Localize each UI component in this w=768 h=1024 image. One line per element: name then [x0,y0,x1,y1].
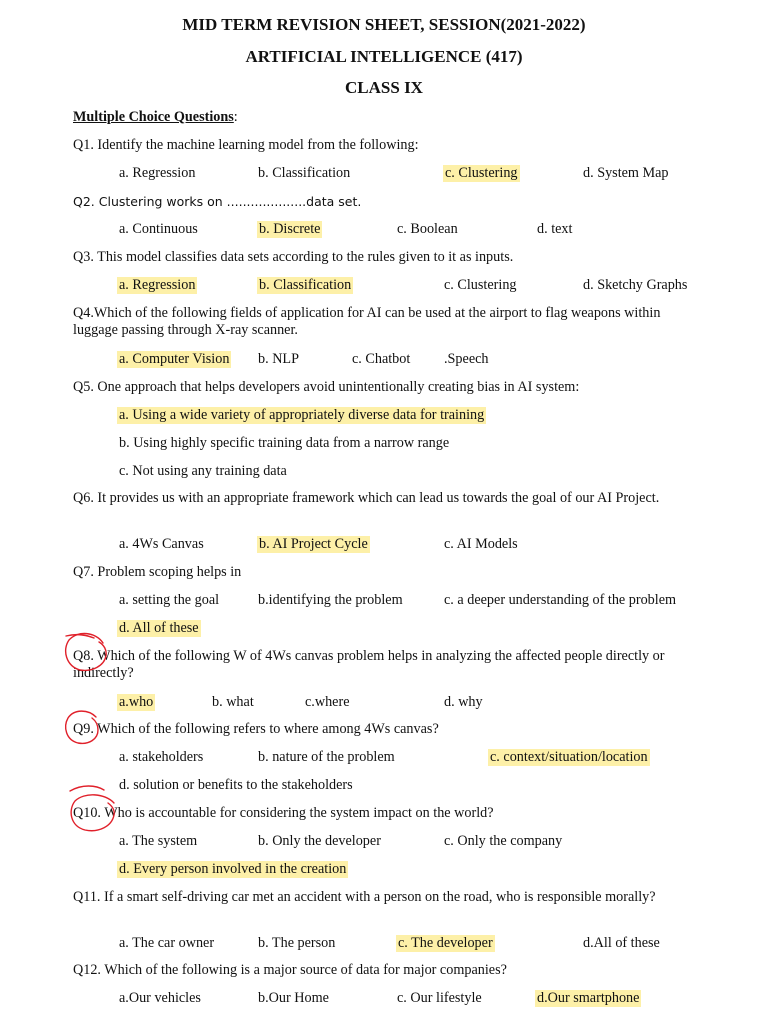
q10-option-d: d. Every person involved in the creation [119,861,347,877]
mcq-heading-text: Multiple Choice Questions [73,109,234,125]
section-heading [73,109,238,126]
q9-option-b: b. nature of the problem [258,749,395,765]
q6-option-b: b. AI Project Cycle [259,536,368,552]
q7-option-d: d. All of these [119,620,199,636]
q2-option-b: b. Discrete [259,221,321,237]
question-9: Q9. Which of the following refers to where among 4Ws canvas? [73,721,439,737]
q3-option-a: a. Regression [119,277,196,293]
q10-option-a: a. The system [119,833,198,849]
q10-option-c: c. Only the company [444,833,563,849]
class-title: CLASS IX [345,78,423,97]
q9-option-d: d. solution or benefits to the stakeholders [119,777,353,793]
question-3: Q3. This model classifies data sets according to the rules given to it as inputs. [73,249,514,265]
q1-option-b: b. Classification [258,165,351,181]
q4-option-b: b. NLP [258,351,299,367]
q5-option-a: a. Using a wide variety of appropriately diverse data for training [119,407,485,423]
q12-option-b: b.Our Home [258,990,329,1006]
q8-option-b: b. what [212,694,254,710]
q6-option-a: a. 4Ws Canvas [119,536,204,552]
q6-option-c: c. AI Models [444,536,518,552]
question-4: Q4.Which of the following fields of application for AI can be used at the airport to flag weapons within luggage passing through X-ray scanner. [73,305,661,338]
question-5: Q5. One approach that helps developers avoid unintentionally creating bias in AI system: [73,379,580,395]
q4-option-a: a. Computer Vision [119,351,230,367]
question-7: Q7. Problem scoping helps in [73,564,242,580]
q1-option-d: d. System Map [583,165,669,181]
q12-option-c: c. Our lifestyle [397,990,482,1006]
q2-option-d: d. text [537,221,573,237]
q3-option-d: d. Sketchy Graphs [583,277,688,293]
q2-option-a: a. Continuous [119,221,198,237]
q7-option-a: a. setting the goal [119,592,220,608]
q10-option-b: b. Only the developer [258,833,381,849]
q12-option-a: a.Our vehicles [119,990,201,1006]
q11-option-d: d.All of these [583,935,660,951]
q8-option-d: d. why [444,694,483,710]
q8-option-a: a.who [119,694,154,710]
question-10: Q10. Who is accountable for considering the system impact on the world? [73,805,494,821]
subject-title: ARTIFICIAL INTELLIGENCE (417) [245,47,523,66]
question-8: Q8. Which of the following W of 4Ws canvas problem helps in analyzing the affected people directly or indirectly? [73,648,665,681]
q3-option-b: b. Classification [259,277,352,293]
q3-option-c: c. Clustering [444,277,517,293]
question-11: Q11. If a smart self-driving car met an accident with a person on the road, who is responsible morally? [73,889,656,905]
question-6: Q6. It provides us with an appropriate framework which can lead us towards the goal of our AI Project. [73,490,660,506]
q4-option-c: c. Chatbot [352,351,411,367]
q12-option-d: d.Our smartphone [537,990,640,1006]
q11-option-a: a. The car owner [119,935,215,951]
mcq-heading-colon: : [233,109,238,125]
question-1: Q1. Identify the machine learning model from the following: [73,137,419,153]
q9-option-c: c. context/situation/location [490,749,648,765]
q4-option-d: .Speech [444,351,489,367]
q11-option-b: b. The person [258,935,336,951]
sheet-title: MID TERM REVISION SHEET, SESSION(2021-2022) [182,15,586,34]
q7-option-b: b.identifying the problem [258,592,403,608]
q11-option-c: c. The developer [398,935,493,951]
q7-option-c: c. a deeper understanding of the problem [444,592,677,608]
q8-option-c: c.where [305,694,350,710]
question-2: Q2. Clustering works on ....................data set. [73,194,362,209]
q5-option-c: c. Not using any training data [119,463,287,479]
q9-option-a: a. stakeholders [119,749,204,765]
q1-option-a: a. Regression [119,165,196,181]
q2-option-c: c. Boolean [397,221,458,237]
question-12: Q12. Which of the following is a major source of data for major companies? [73,962,507,978]
q1-option-c: c. Clustering [445,165,518,181]
q5-option-b: b. Using highly specific training data from a narrow range [119,435,450,451]
